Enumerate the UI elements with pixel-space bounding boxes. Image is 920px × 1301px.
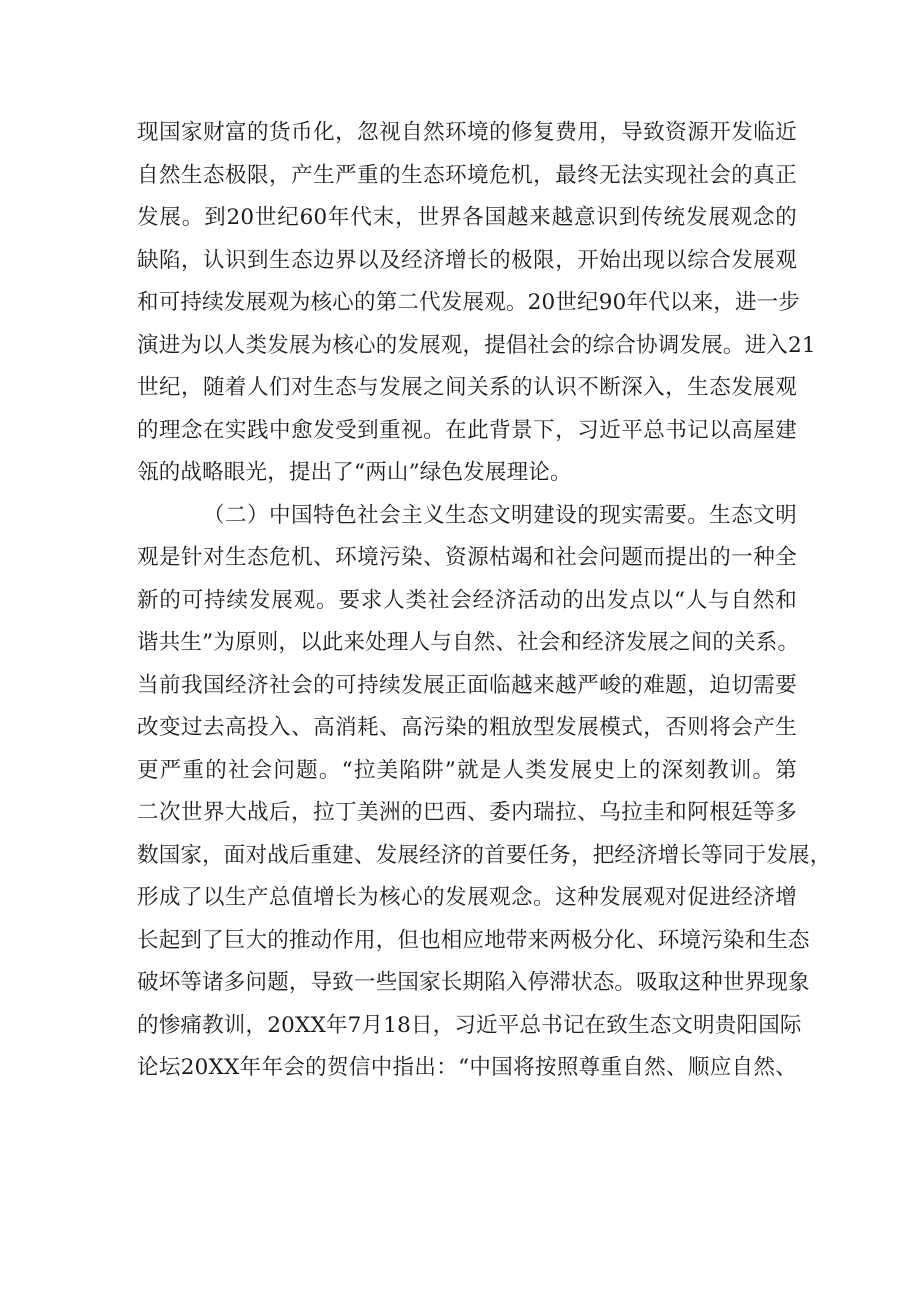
- paragraph-end-line: 瓴的战略眼光，提出了“两山”绿色发展理论。: [137, 460, 572, 485]
- text-line: 现国家财富的货币化，忽视自然环境的修复费用，导致资源开发临近: [137, 120, 797, 145]
- text-line: 论坛20XX年年会的贺信中指出：“中国将按照尊重自然、顺应自然、: [137, 1055, 797, 1080]
- text-line: 二次世界大战后，拉丁美洲的巴西、委内瑞拉、乌拉圭和阿根廷等多: [137, 800, 797, 825]
- text-line: 世纪，随着人们对生态与发展之间关系的认识不断深入，生态发展观: [137, 375, 797, 400]
- text-line: 破坏等诸多问题，导致一些国家长期陷入停滞状态。吸取这种世界现象: [137, 970, 810, 995]
- text-line: 和可持续发展观为核心的第二代发展观。20世纪90年代以来，进一步: [137, 290, 801, 315]
- text-line: 演进为以人类发展为核心的发展观，提倡社会的综合协调发展。进入21: [137, 332, 816, 358]
- text-line: 缺陷，认识到生态边界以及经济增长的极限，开始出现以综合发展观: [137, 247, 797, 273]
- text-line: 的惨痛教训，20XX年7月18日，习近平总书记在致生态文明贵阳国际: [137, 1012, 802, 1038]
- text-line: 更严重的社会问题。“拉美陷阱”就是人类发展史上的深刻教训。第: [137, 757, 797, 783]
- text-line: 改变过去高投入、高消耗、高污染的粗放型发展模式，否则将会产生: [137, 715, 797, 740]
- text-line: 自然生态极限，产生严重的生态环境危机，最终无法实现社会的真正: [137, 162, 797, 188]
- text-line: 当前我国经济社会的可持续发展正面临越来越严峻的难题，迫切需要: [137, 672, 797, 698]
- body-text: [137, 112, 832, 1090]
- text-line: 新的可持续发展观。要求人类社会经济活动的出发点以“人与自然和: [137, 587, 797, 613]
- text-line: 谐共生”为原则，以此来处理人与自然、社会和经济发展之间的关系。: [137, 630, 800, 655]
- text-line: 发展。到20世纪60年代末，世界各国越来越意识到传统发展观念的: [137, 205, 797, 230]
- text-line: 形成了以生产总值增长为核心的发展观念。这种发展观对促进经济增: [137, 885, 797, 910]
- text-line: 的理念在实践中愈发受到重视。在此背景下，习近平总书记以高屋建: [137, 417, 797, 443]
- section-heading-line: （二）中国特色社会主义生态文明建设的现实需要。生态文明: [203, 502, 797, 528]
- text-line: 长起到了巨大的推动作用，但也相应地带来两极分化、环境污染和生态: [137, 927, 810, 953]
- text-line: 数国家，面对战后重建、发展经济的首要任务，把经济增长等同于发展，: [137, 842, 832, 868]
- text-line: 观是针对生态危机、环境污染、资源枯竭和社会问题而提出的一种全: [137, 545, 797, 570]
